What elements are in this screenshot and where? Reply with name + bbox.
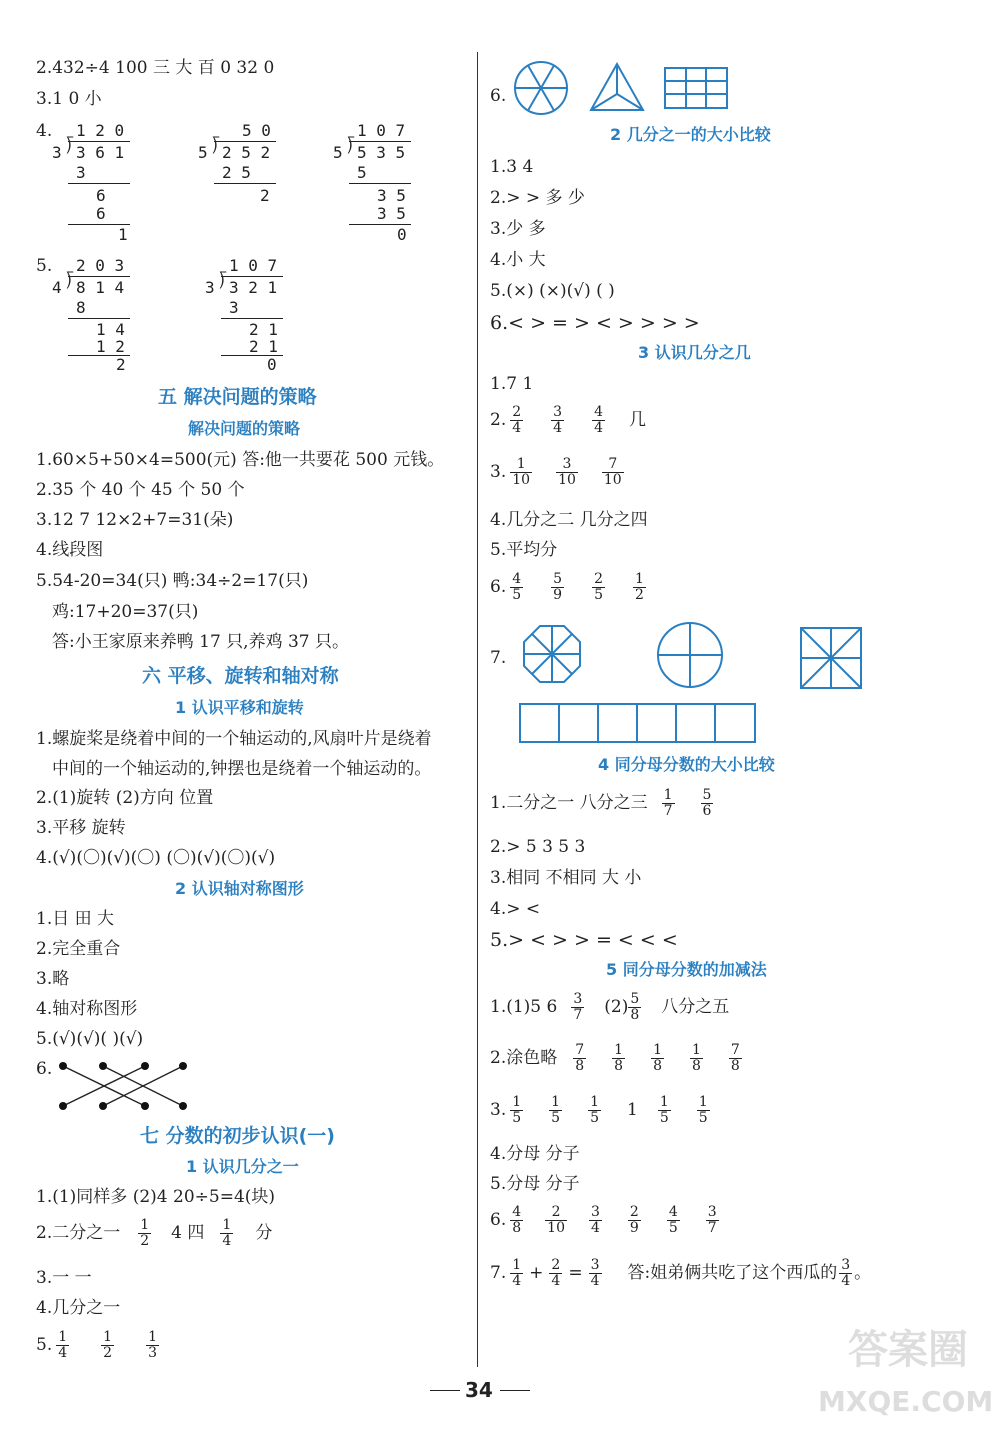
- section-4-title: 4 同分母分数的大小比较: [598, 755, 775, 774]
- fraction: $\frac{5}{9}$: [553, 571, 563, 604]
- fraction: $\frac{7}{8}$: [730, 1042, 740, 1075]
- fraction: $\frac{1}{5}$: [512, 1094, 522, 1127]
- s2-line-3: 3.少 多: [490, 219, 546, 239]
- unit6-title: 六 平移、旋转和轴对称: [142, 665, 339, 687]
- long-division-2: 5 0 5 ⟌ 2 5 2 2 5 2: [198, 120, 288, 200]
- s61-line-2: 中间的一个轴运动的,钟摆也是绕着一个轴运动的。: [52, 759, 432, 779]
- u5-line-4: 4.线段图: [36, 540, 104, 560]
- fraction: $\frac{1}{2}$: [103, 1329, 113, 1362]
- fraction: $\frac{2}{10}$: [547, 1204, 565, 1237]
- s3-line-5: 5.平均分: [490, 540, 558, 560]
- r-q6-label: 6.: [490, 86, 507, 106]
- fraction: $\frac{4}{5}$: [512, 571, 522, 604]
- s61-line-4: 3.平移 旋转: [36, 818, 126, 838]
- fraction: $\frac{5}{8}$: [630, 991, 640, 1024]
- s62-line-2: 2.完全重合: [36, 939, 121, 959]
- fraction-partition-figure: [512, 620, 872, 750]
- fraction: $\frac{1}{4}$: [512, 1257, 522, 1290]
- q4-label: 4.: [36, 121, 53, 141]
- s5-line-4: 4.分母 分子: [490, 1144, 580, 1164]
- fraction: $\frac{3}{4}$: [590, 1257, 600, 1290]
- answer-l3: 3.1 0 小: [36, 89, 102, 109]
- u5-line-1: 1.60×5+50×4=500(元) 答:他一共要花 500 元钱。: [36, 450, 445, 470]
- fraction: $\frac{3}{7}$: [573, 991, 583, 1024]
- fraction: $\frac{1}{8}$: [692, 1042, 701, 1075]
- s3-line-7: 7.: [490, 648, 507, 668]
- watermark-logo: 答案圈: [848, 1327, 968, 1373]
- section-3-title: 3 认识几分之几: [638, 343, 751, 362]
- s5-line-5: 5.分母 分子: [490, 1174, 580, 1194]
- fraction: $\frac{2}{9}$: [629, 1204, 639, 1237]
- fraction: $\frac{7}{8}$: [575, 1042, 585, 1075]
- u5-line-2: 2.35 个 40 个 45 个 50 个: [36, 480, 245, 500]
- s61-line-5: 4.(√)(〇)(√)(〇) (〇)(√)(〇)(√): [36, 848, 276, 868]
- fraction: $\frac{1}{4}$: [58, 1329, 68, 1362]
- s5-line-3: 3. $\frac{1}{5}$ $\frac{1}{5}$ $\frac{1}{5}$ 1 $\frac{1}{5}$ $\frac{1}{5}$: [490, 1094, 708, 1127]
- unit7-title: 七 分数的初步认识(一): [140, 1125, 335, 1147]
- long-division-5: 1 0 7 3 ⟌ 3 2 1 3 2 1 2 1 0: [205, 255, 295, 375]
- fraction: $\frac{1}{4}$: [222, 1217, 232, 1250]
- s2-line-6: 6.< > = > < > > > >: [490, 312, 700, 334]
- fraction: $\frac{2}{4}$: [512, 404, 522, 437]
- s4-line-5: 5.> < > > = < < <: [490, 929, 678, 951]
- s5-line-2: 2.涂色略 $\frac{7}{8}$ $\frac{1}{8}$ $\frac{1}{8}$ $\frac{1}{8}$ $\frac{7}{8}$: [490, 1042, 740, 1075]
- section-6-2-title: 2 认识轴对称图形: [175, 879, 304, 898]
- s2-line-5: 5.(×) (×)(√) ( ): [490, 281, 615, 301]
- fraction: $\frac{1}{7}$: [663, 787, 673, 820]
- section-2-title: 2 几分之一的大小比较: [610, 125, 771, 144]
- fraction: $\frac{1}{8}$: [653, 1042, 662, 1075]
- s62-line-4: 4.轴对称图形: [36, 999, 138, 1019]
- s4-line-1: 1.二分之一 八分之三 $\frac{1}{7}$ $\frac{5}{6}$: [490, 787, 712, 820]
- answer-l2: 2.432÷4 100 三 大 百 0 32 0: [36, 58, 275, 78]
- long-division-1: 1 2 0 3 ⟌ 3 6 1 3 6 6 1: [52, 120, 142, 245]
- s71-line-2: 2.二分之一 $\frac{1}{2}$ 4 四 $\frac{1}{4}$ 分: [36, 1217, 273, 1250]
- fraction: $\frac{1}{5}$: [659, 1094, 669, 1127]
- s5-line-7: 7. $\frac{1}{4}$ + $\frac{2}{4}$ = $\frac{3}{4}$ 答:姐弟俩共吃了这个西瓜的 $\frac{3}{4}$ 。: [490, 1257, 872, 1290]
- fraction: $\frac{4}{5}$: [668, 1204, 678, 1237]
- s62-line-6: 6.: [36, 1059, 53, 1079]
- fraction: $\frac{1}{3}$: [148, 1329, 157, 1362]
- watermark-url: MXQE.COM: [818, 1385, 994, 1418]
- fraction: $\frac{3}{7}$: [707, 1204, 717, 1237]
- column-divider: [477, 52, 478, 1367]
- s2-line-1: 1.3 4: [490, 157, 534, 177]
- s3-line-4: 4.几分之二 几分之四: [490, 510, 648, 530]
- u5-line-5: 5.54-20=34(只) 鸭:34÷2=17(只): [36, 571, 309, 591]
- fraction: $\frac{5}{6}$: [702, 787, 712, 820]
- fraction: $\frac{1}{8}$: [614, 1042, 624, 1075]
- fraction: $\frac{1}{2}$: [140, 1217, 150, 1250]
- fraction: $\frac{2}{5}$: [594, 571, 603, 604]
- unit5-subtitle: 解决问题的策略: [188, 419, 301, 438]
- long-division-3: 1 0 7 5 ⟌ 5 3 5 5 3 5 3 5 0: [333, 120, 423, 245]
- s5-line-6: 6. $\frac{4}{8}$ $\frac{2}{10}$ $\frac{3}{4}$ $\frac{2}{9}$ $\frac{4}{5}$ $\frac{3}{7}$: [490, 1204, 717, 1237]
- s71-line-4: 4.几分之一: [36, 1298, 121, 1318]
- u5-line-7: 答:小王家原来养鸭 17 只,养鸡 37 只。: [52, 632, 350, 652]
- s3-line-3: 3. $\frac{1}{10}$ $\frac{3}{10}$ $\frac{7}{10}$: [490, 456, 622, 489]
- s5-line-1: 1.(1)5 6 $\frac{3}{7}$ (2) $\frac{5}{8}$ 八分之五: [490, 991, 730, 1024]
- s62-line-5: 5.(√)(√)( )(√): [36, 1029, 144, 1049]
- s3-line-1: 1.7 1: [490, 374, 534, 394]
- fraction: $\frac{1}{5}$: [698, 1094, 708, 1127]
- s4-line-2: 2.> 5 3 5 3: [490, 837, 586, 857]
- fraction: $\frac{3}{4}$: [553, 404, 563, 437]
- s3-line-6: 6. $\frac{4}{5}$ $\frac{5}{9}$ $\frac{2}{5}$ $\frac{1}{2}$: [490, 571, 644, 604]
- fraction: $\frac{1}{5}$: [590, 1094, 599, 1127]
- fraction-shapes-figure: [512, 60, 742, 116]
- page-number-dash-right: [500, 1390, 530, 1391]
- s62-line-3: 3.略: [36, 969, 70, 989]
- s71-line-3: 3.一 一: [36, 1268, 92, 1288]
- fraction: $\frac{4}{4}$: [594, 404, 603, 437]
- q5-label: 5.: [36, 256, 53, 276]
- s71-line-1: 1.(1)同样多 (2)4 20÷5=4(块): [36, 1187, 276, 1207]
- unit5-title: 五 解决问题的策略: [158, 386, 317, 408]
- section-6-1-title: 1 认识平移和旋转: [175, 698, 304, 717]
- fraction: $\frac{1}{10}$: [512, 456, 531, 489]
- fraction: $\frac{3}{4}$: [590, 1204, 600, 1237]
- section-7-1-title: 1 认识几分之一: [186, 1157, 299, 1176]
- s3-line-2: 2. $\frac{2}{4}$ $\frac{3}{4}$ $\frac{4}{4}$ 几: [490, 404, 646, 437]
- section-5-title: 5 同分母分数的加减法: [606, 960, 767, 979]
- s2-line-4: 4.小 大: [490, 250, 546, 270]
- s61-line-1: 1.螺旋桨是绕着中间的一个轴运动的,风扇叶片是绕着: [36, 729, 432, 749]
- fraction: $\frac{3}{10}$: [558, 456, 576, 489]
- s62-line-1: 1.日 田 大: [36, 909, 115, 929]
- page-number: 34: [465, 1378, 493, 1402]
- matching-lines-figure: [55, 1058, 190, 1114]
- fraction: $\frac{7}{10}$: [603, 456, 622, 489]
- page-number-dash-left: [430, 1390, 460, 1391]
- u5-line-6: 鸡:17+20=37(只): [52, 602, 199, 622]
- s71-line-5: 5. $\frac{1}{4}$ $\frac{1}{2}$ $\frac{1}{3}$: [36, 1329, 157, 1362]
- fraction: $\frac{1}{5}$: [551, 1094, 561, 1127]
- fraction: $\frac{1}{2}$: [635, 571, 644, 604]
- fraction: $\frac{4}{8}$: [512, 1204, 522, 1237]
- long-division-4: 2 0 3 4 ⟌ 8 1 4 8 1 4 1 2 2: [52, 255, 142, 375]
- fraction: $\frac{3}{4}$: [841, 1257, 851, 1290]
- s2-line-2: 2.> > 多 少: [490, 188, 585, 208]
- fraction: $\frac{2}{4}$: [551, 1257, 561, 1290]
- s4-line-4: 4.> <: [490, 899, 541, 919]
- u5-line-3: 3.12 7 12×2+7=31(朵): [36, 510, 234, 530]
- s4-line-3: 3.相同 不相同 大 小: [490, 868, 642, 888]
- s61-line-3: 2.(1)旋转 (2)方向 位置: [36, 788, 214, 808]
